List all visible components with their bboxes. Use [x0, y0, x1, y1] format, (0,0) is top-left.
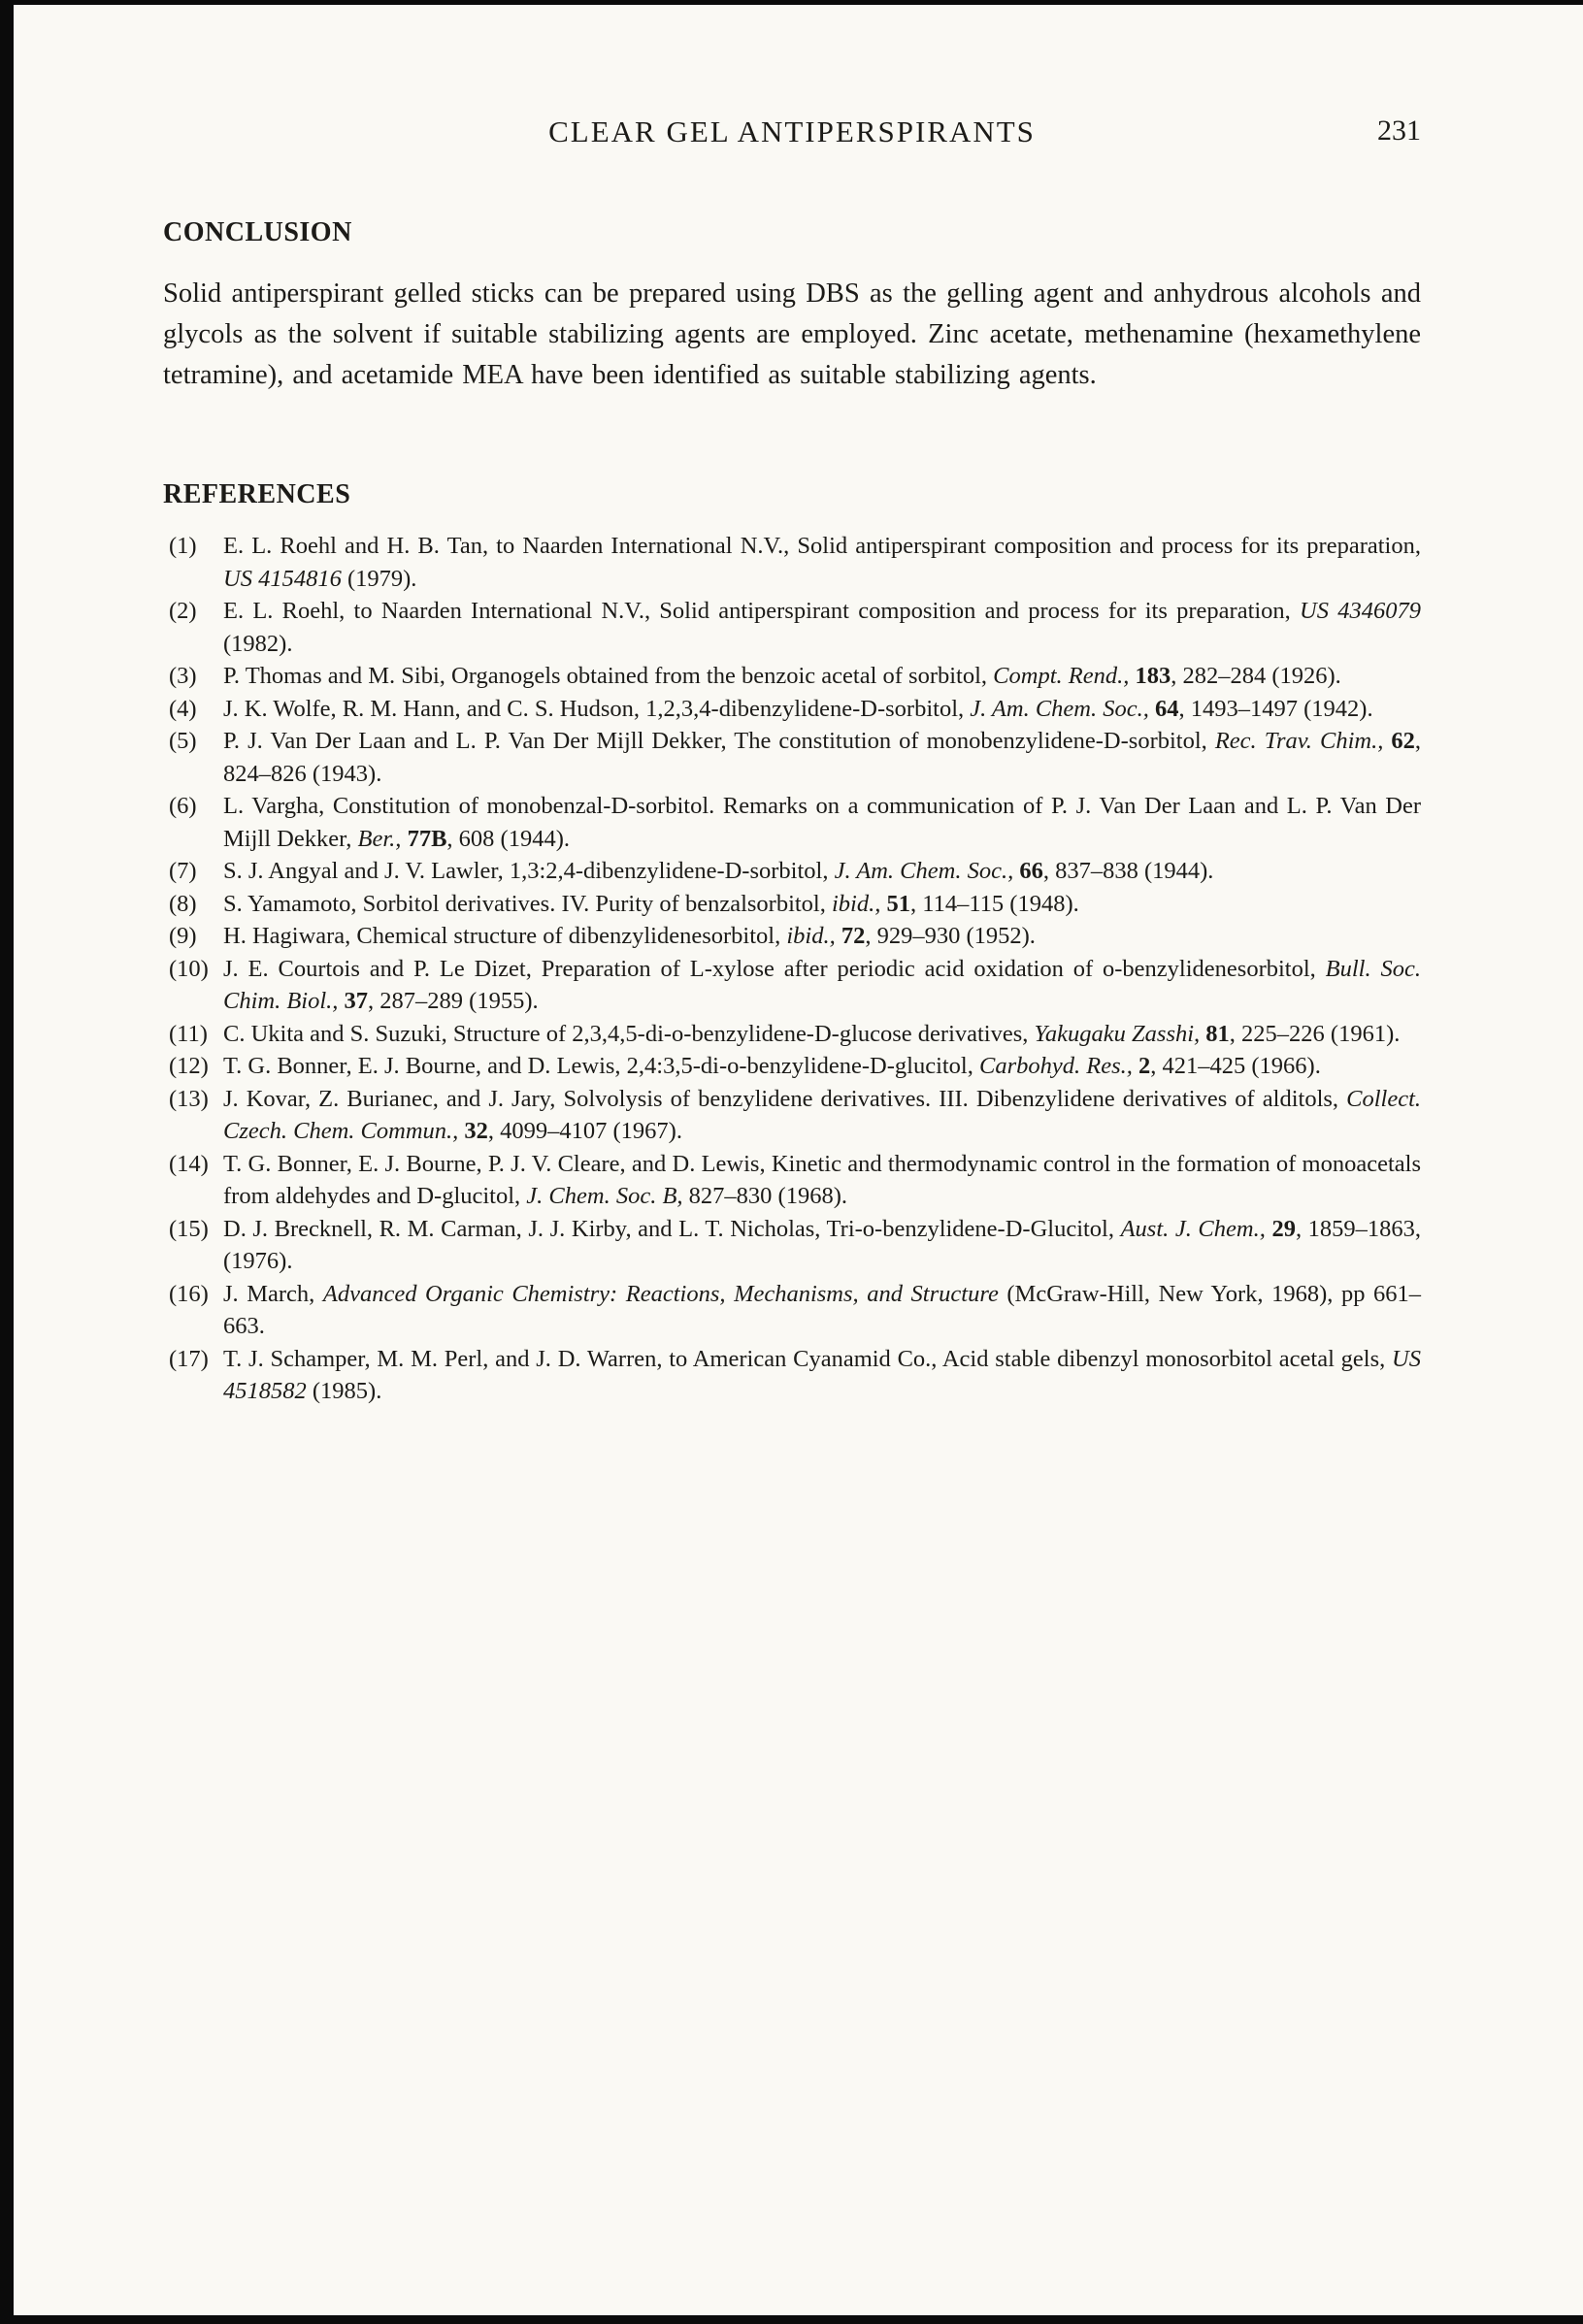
- reference-text-segment: , 608 (1944).: [446, 825, 570, 852]
- reference-number: (1): [169, 533, 197, 559]
- reference-text-segment: J. Chem. Soc. B,: [526, 1183, 683, 1209]
- reference-text-segment: P. J. Van Der Laan and L. P. Van Der Mijll Dekker, The constitution of monobenzylidene-D-sorbitol,: [223, 728, 1215, 754]
- reference-text-segment: 51: [886, 890, 910, 917]
- running-header: [163, 115, 1421, 155]
- reference-text-segment: (McGraw-Hill, New York, 1968), pp 661–663.: [223, 1280, 1422, 1339]
- reference-text-segment: (1982).: [223, 630, 293, 657]
- reference-item: [163, 1278, 1421, 1343]
- reference-item: [163, 920, 1421, 953]
- reference-text-segment: , 225–226 (1961).: [1229, 1020, 1401, 1047]
- reference-text-segment: , 114–115 (1948).: [910, 890, 1079, 917]
- reference-item: [163, 790, 1421, 855]
- page-content: [163, 0, 1421, 1408]
- reference-number: (17): [169, 1345, 209, 1372]
- reference-item: [163, 725, 1421, 790]
- reference-text-segment: US 4346079: [1300, 598, 1421, 624]
- reference-text-segment: 66: [1019, 858, 1043, 884]
- reference-text-segment: Ber.,: [357, 825, 402, 852]
- reference-number: (2): [169, 598, 197, 624]
- reference-text-segment: H. Hagiwara, Chemical structure of dibenzylidenesorbitol,: [223, 923, 787, 949]
- reference-number: (6): [169, 793, 197, 819]
- reference-number: (9): [169, 923, 197, 949]
- reference-text-segment: J. Am. Chem. Soc.,: [970, 695, 1149, 722]
- reference-number: (8): [169, 890, 197, 917]
- reference-text-segment: , 1493–1497 (1942).: [1178, 695, 1373, 722]
- running-head-title: CLEAR GEL ANTIPERSPIRANTS: [548, 115, 1036, 148]
- reference-text-segment: S. J. Angyal and J. V. Lawler, 1,3:2,4-dibenzylidene-D-sorbitol,: [223, 858, 835, 884]
- reference-text-segment: 32: [464, 1118, 488, 1144]
- reference-text-segment: 77B: [407, 825, 447, 852]
- reference-text-segment: US 4154816: [223, 565, 342, 592]
- conclusion-heading: CONCLUSION: [163, 217, 352, 247]
- reference-text-segment: (1985).: [306, 1378, 382, 1404]
- reference-text-segment: 183: [1135, 663, 1171, 689]
- reference-text-segment: , 837–838 (1944).: [1042, 858, 1214, 884]
- reference-item: [163, 1343, 1421, 1408]
- reference-number: (3): [169, 663, 197, 689]
- conclusion-section: [163, 217, 1421, 396]
- reference-text-segment: , 1859–1863, (1976).: [223, 1215, 1422, 1274]
- reference-number: (11): [169, 1020, 208, 1047]
- reference-text-segment: 29: [1271, 1215, 1296, 1242]
- reference-item: [163, 660, 1421, 693]
- reference-item: [163, 953, 1421, 1018]
- reference-text-segment: US 4518582: [223, 1345, 1421, 1404]
- conclusion-paragraph: Solid antiperspirant gelled sticks can be prepared using DBS as the gelling agent and anhydrous alcohols and glycols as the solvent if suitable stabilizing agents are employed. Zinc acetate, methenamine (hexamethylene tetramine), and acetamide MEA have been identified as suitable stabilizing agents.: [163, 278, 1421, 390]
- reference-text-segment: J. K. Wolfe, R. M. Hann, and C. S. Hudson, 1,2,3,4-dibenzylidene-D-sorbitol,: [223, 695, 971, 722]
- reference-text-segment: ibid.,: [786, 923, 836, 949]
- scan-edge-left: [0, 0, 14, 2324]
- reference-item: [163, 693, 1421, 726]
- reference-text-segment: J. E. Courtois and P. Le Dizet, Preparation of L-xylose after periodic acid oxidation of o-benzylidenesorbitol,: [223, 955, 1326, 982]
- reference-number: (4): [169, 695, 197, 722]
- reference-text-segment: T. J. Schamper, M. M. Perl, and J. D. Warren, to American Cyanamid Co., Acid stable dibenzyl monosorbitol acetal gels,: [223, 1345, 1393, 1372]
- reference-item: [163, 855, 1421, 888]
- reference-list: [163, 530, 1421, 1408]
- reference-text-segment: 64: [1155, 695, 1179, 722]
- reference-text-segment: J. March,: [223, 1280, 323, 1307]
- reference-text-segment: , 4099–4107 (1967).: [487, 1118, 682, 1144]
- reference-text-segment: Yakugaku Zasshi,: [1034, 1020, 1201, 1047]
- reference-text-segment: D. J. Brecknell, R. M. Carman, J. J. Kirby, and L. T. Nicholas, Tri-o-benzylidene-D-Glucitol,: [223, 1215, 1121, 1242]
- reference-number: (12): [169, 1053, 209, 1079]
- reference-text-segment: L. Vargha, Constitution of monobenzal-D-sorbitol. Remarks on a communication of P. J. Van Der Laan and L. P. Van Der Mijll Dekker,: [223, 793, 1421, 852]
- reference-text-segment: S. Yamamoto, Sorbitol derivatives. IV. Purity of benzalsorbitol,: [223, 890, 832, 917]
- reference-number: (14): [169, 1150, 209, 1177]
- reference-text-segment: , 282–284 (1926).: [1171, 663, 1341, 689]
- reference-text-segment: Collect. Czech. Chem. Commun.,: [223, 1085, 1421, 1144]
- references-section: [163, 479, 1421, 1408]
- reference-text-segment: Compt. Rend.,: [993, 663, 1130, 689]
- reference-item: [163, 530, 1421, 595]
- reference-item: [163, 1148, 1421, 1213]
- reference-text-segment: Carbohyd. Res.,: [979, 1053, 1133, 1079]
- reference-text-segment: Rec. Trav. Chim.,: [1214, 728, 1384, 754]
- reference-item: [163, 1083, 1421, 1148]
- reference-text-segment: T. G. Bonner, E. J. Bourne, P. J. V. Cleare, and D. Lewis, Kinetic and thermodynamic control in the formation of monoacetals from aldehydes and D-glucitol,: [223, 1150, 1421, 1209]
- page-number: 231: [1377, 115, 1421, 147]
- reference-text-segment: J. Kovar, Z. Burianec, and J. Jary, Solvolysis of benzylidene derivatives. III. Dibenzylidene derivatives of alditols,: [223, 1085, 1347, 1112]
- reference-number: (10): [169, 955, 209, 982]
- reference-item: [163, 595, 1421, 660]
- reference-text-segment: Bull. Soc. Chim. Biol.,: [223, 955, 1421, 1014]
- reference-text-segment: 2: [1138, 1053, 1151, 1079]
- reference-number: (15): [169, 1215, 209, 1242]
- reference-text-segment: 81: [1205, 1020, 1230, 1047]
- reference-text-segment: ibid.,: [832, 890, 881, 917]
- reference-text-segment: P. Thomas and M. Sibi, Organogels obtained from the benzoic acetal of sorbitol,: [223, 663, 994, 689]
- reference-text-segment: Aust. J. Chem.,: [1120, 1215, 1266, 1242]
- reference-text-segment: (1979).: [341, 565, 417, 592]
- references-heading: REFERENCES: [163, 479, 351, 509]
- reference-text-segment: E. L. Roehl, to Naarden International N.V., Solid antiperspirant composition and process for its preparation,: [223, 598, 1301, 624]
- scan-edge-bottom: [0, 2315, 1583, 2324]
- reference-text-segment: , 929–930 (1952).: [865, 923, 1036, 949]
- reference-number: (13): [169, 1085, 209, 1112]
- reference-text-segment: 62: [1391, 728, 1415, 754]
- reference-text-segment: T. G. Bonner, E. J. Bourne, and D. Lewis, 2,4:3,5-di-o-benzylidene-D-glucitol,: [223, 1053, 979, 1079]
- reference-text-segment: , 421–425 (1966).: [1150, 1053, 1321, 1079]
- reference-item: [163, 888, 1421, 921]
- reference-text-segment: 827–830 (1968).: [682, 1183, 847, 1209]
- reference-item: [163, 1018, 1421, 1051]
- reference-text-segment: 72: [841, 923, 866, 949]
- reference-text-segment: J. Am. Chem. Soc.,: [834, 858, 1014, 884]
- reference-text-segment: , 287–289 (1955).: [368, 988, 539, 1014]
- reference-item: [163, 1050, 1421, 1083]
- reference-text-segment: Advanced Organic Chemistry: Reactions, Mechanisms, and Structure: [322, 1280, 999, 1307]
- reference-text-segment: E. L. Roehl and H. B. Tan, to Naarden International N.V., Solid antiperspirant composition and process for its preparation,: [223, 533, 1421, 559]
- reference-item: [163, 1213, 1421, 1278]
- reference-text-segment: C. Ukita and S. Suzuki, Structure of 2,3,4,5-di-o-benzylidene-D-glucose derivatives,: [223, 1020, 1035, 1047]
- reference-text-segment: 37: [344, 988, 369, 1014]
- reference-number: (7): [169, 858, 197, 884]
- reference-number: (5): [169, 728, 197, 754]
- reference-text-segment: , 824–826 (1943).: [223, 728, 1421, 787]
- reference-number: (16): [169, 1280, 209, 1307]
